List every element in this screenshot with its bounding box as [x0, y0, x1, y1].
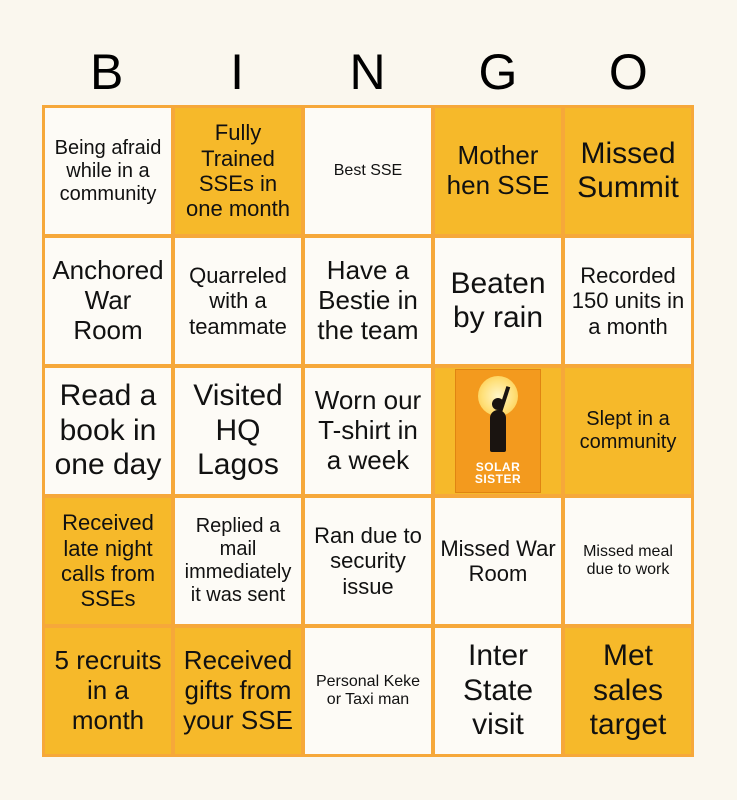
cell-label: Quarreled with a teammate — [189, 263, 287, 339]
cell-label: Best SSE — [333, 161, 403, 179]
bingo-cell[interactable] — [565, 238, 691, 364]
woman-figure-icon — [490, 410, 506, 452]
bingo-cell[interactable] — [435, 238, 561, 364]
cell-label: Inter State visit — [462, 639, 534, 742]
cell-label: Mother hen SSE — [446, 140, 550, 200]
cell-label: Ran due to security issue — [314, 523, 422, 599]
cell-label: Anchored War Room — [52, 255, 164, 345]
bingo-board — [42, 105, 694, 757]
bingo-cell[interactable] — [305, 108, 431, 234]
cell-label: Fully Trained SSEs in one month — [186, 120, 290, 222]
bingo-cell[interactable] — [175, 628, 301, 754]
header-letter-b: B — [90, 44, 125, 100]
bingo-cell[interactable] — [565, 498, 691, 624]
bingo-cell[interactable] — [305, 238, 431, 364]
bingo-cell[interactable] — [175, 108, 301, 234]
solar-sister-logo-icon — [455, 369, 541, 493]
cell-label: Personal Keke or Taxi man — [315, 672, 421, 708]
bingo-cell[interactable] — [175, 498, 301, 624]
cell-label: Worn our T-shirt in a week — [314, 385, 422, 475]
bingo-header — [42, 40, 694, 104]
cell-label: Recorded 150 units in a month — [571, 263, 685, 339]
cell-label: Missed meal due to work — [583, 542, 673, 578]
bingo-cell[interactable] — [45, 368, 171, 494]
bingo-cell[interactable] — [435, 628, 561, 754]
bingo-cell[interactable] — [305, 498, 431, 624]
logo-brand-text: SOLAR SISTER — [474, 459, 522, 487]
cell-label: Missed Summit — [577, 136, 679, 204]
cell-label: Beaten by rain — [450, 266, 546, 334]
header-letter-o: O — [608, 44, 649, 100]
bingo-cell[interactable] — [565, 628, 691, 754]
cell-label: Being afraid while in a community — [54, 136, 162, 205]
bingo-cell[interactable] — [175, 368, 301, 494]
header-letter-n: N — [349, 44, 387, 100]
cell-label: Replied a mail immediately it was sent — [184, 515, 292, 606]
cell-label: Received late night calls from SSEs — [60, 510, 156, 612]
bingo-cell[interactable] — [175, 238, 301, 364]
bingo-cell[interactable] — [305, 628, 431, 754]
free-space-cell[interactable] — [435, 368, 561, 494]
cell-label: Visited HQ Lagos — [193, 379, 283, 482]
cell-label: Slept in a community — [579, 408, 677, 453]
cell-label: Received gifts from your SSE — [183, 645, 293, 735]
cell-label: Missed War Room — [440, 535, 556, 586]
bingo-cell[interactable] — [565, 108, 691, 234]
bingo-cell[interactable] — [565, 368, 691, 494]
cell-label: 5 recruits in a month — [54, 645, 162, 735]
bingo-cell[interactable] — [435, 498, 561, 624]
cell-label: Have a Bestie in the team — [317, 255, 419, 345]
header-letter-i: I — [230, 44, 246, 100]
bingo-cell[interactable] — [45, 628, 171, 754]
cell-label: Read a book in one day — [54, 379, 162, 482]
bingo-cell[interactable] — [435, 108, 561, 234]
bingo-cell[interactable] — [45, 108, 171, 234]
bingo-cell[interactable] — [45, 238, 171, 364]
header-letter-g: G — [478, 44, 519, 100]
bingo-cell[interactable] — [45, 498, 171, 624]
bingo-cell[interactable] — [305, 368, 431, 494]
cell-label: Met sales target — [589, 639, 667, 742]
